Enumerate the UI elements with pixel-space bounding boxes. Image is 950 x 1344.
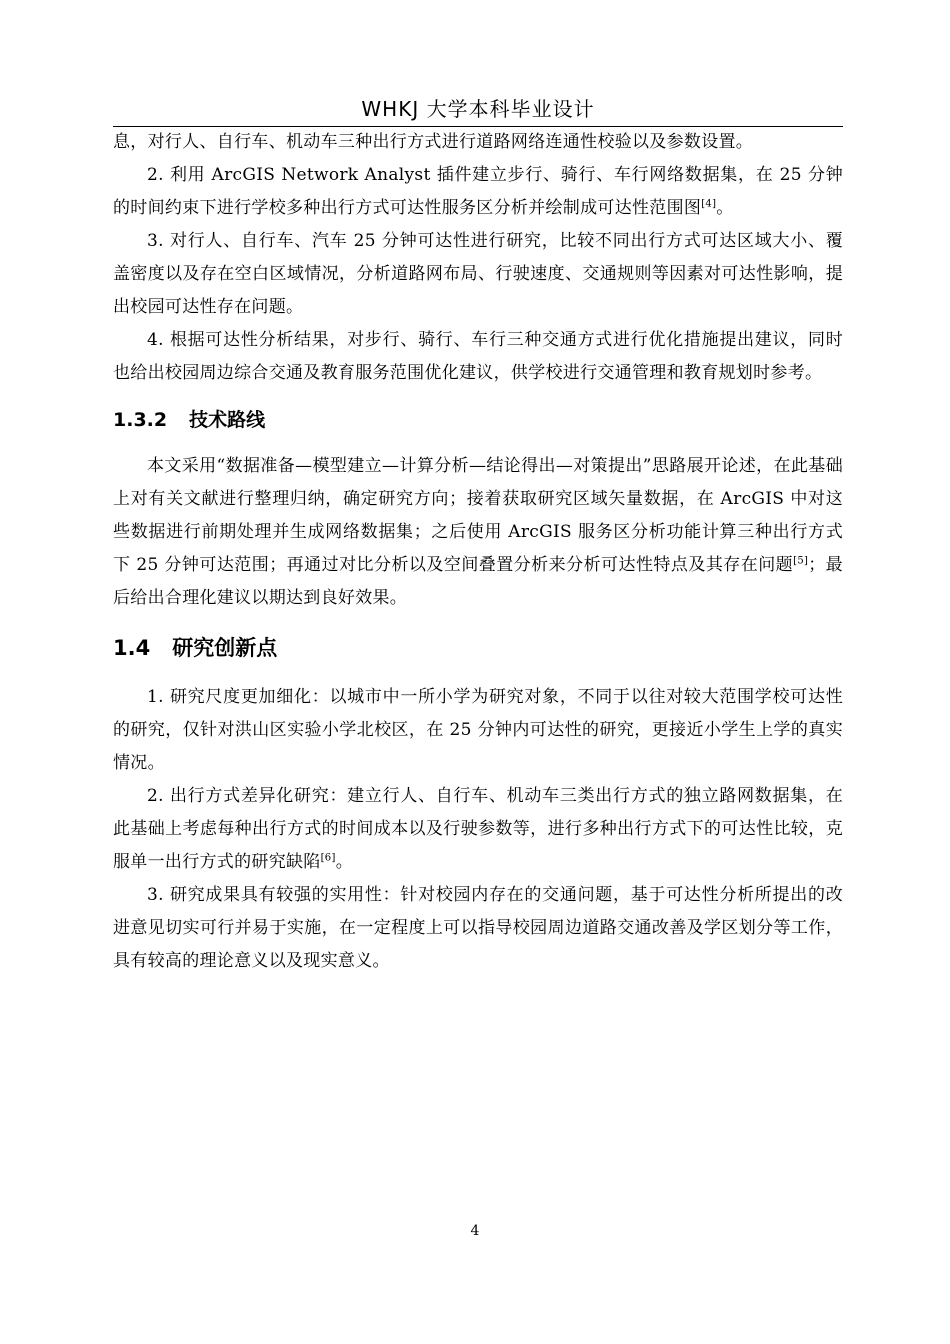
section-number: 1.4 — [113, 636, 151, 660]
innovation-item-2 — [113, 780, 843, 879]
paragraph-tail: 。 — [335, 852, 353, 872]
page-number: 4 — [470, 1223, 480, 1239]
paragraph-text: 4. 根据可达性分析结果，对步行、骑行、车行三种交通方式进行优化措施提出建议，同时也给出校园周边综合交通及教育服务范围优化建议，供学校进行交通管理和教育规划时参考。 — [113, 330, 843, 383]
section-heading-1-4 — [113, 615, 843, 681]
citation-ref: [6] — [320, 852, 336, 864]
citation-ref: [4] — [701, 198, 717, 210]
paragraph-tail: ；最后给出合理化建议以期达到良好效果。 — [113, 555, 843, 608]
page-content — [113, 126, 843, 982]
list-item-2 — [113, 159, 843, 225]
section-number: 1.3.2 — [113, 409, 168, 431]
paragraph-text: 2. 利用 ArcGIS Network Analyst 插件建立步行、骑行、车行网络数据集，在 25 分钟的时间约束下进行学校多种出行方式可达性服务区分析并绘制成可达性范围图 — [113, 165, 843, 218]
section-title: 技术路线 — [189, 409, 266, 431]
list-item-4 — [113, 324, 843, 390]
running-header: WHKJ 大学本科毕业设计 — [113, 96, 843, 127]
paragraph-text: 3. 研究成果具有较强的实用性：针对校园内存在的交通问题，基于可达性分析所提出的改进意见切实可行并易于实施，在一定程度上可以指导校园周边道路交通改善及学区划分等工作，具有较高的理论意义以及现实意义。 — [113, 885, 843, 971]
citation-ref: [5] — [793, 555, 809, 567]
paragraph-text: 3. 对行人、自行车、汽车 25 分钟可达性进行研究，比较不同出行方式可达区域大小、覆盖密度以及存在空白区域情况，分析道路网布局、行驶速度、交通规则等因素对可达性影响，提出校园可达性存在问题。 — [113, 231, 843, 317]
list-item-3 — [113, 225, 843, 324]
section-body-paragraph — [113, 450, 843, 615]
paragraph-text: 息，对行人、自行车、机动车三种出行方式进行道路网络连通性校验以及参数设置。 — [113, 132, 754, 152]
paragraph-continuation — [113, 126, 843, 159]
innovation-item-1 — [113, 681, 843, 780]
paragraph-text: 1. 研究尺度更加细化：以城市中一所小学为研究对象，不同于以往对较大范围学校可达性的研究，仅针对洪山区实验小学北校区，在 25 分钟内可达性的研究，更接近小学生上学的真实情况。 — [113, 687, 843, 773]
section-heading-1-3-2 — [113, 390, 843, 450]
innovation-item-3 — [113, 879, 843, 978]
paragraph-text: 本文采用“数据准备—模型建立—计算分析—结论得出—对策提出”思路展开论述，在此基础上对有关文献进行整理归纳，确定研究方向；接着获取研究区域矢量数据，在 ArcGIS 中对这些数据进行前期处理并生成网络数据集；之后使用 ArcGIS 服务区分析功能计算三种出行方式下 25 分钟可达范围；再通过对比分析以及空间叠置分析来分析可达性特点及其存在问题 — [113, 456, 843, 575]
paragraph-text: 2. 出行方式差异化研究：建立行人、自行车、机动车三类出行方式的独立路网数据集，在此基础上考虑每种出行方式的时间成本以及行驶参数等，进行多种出行方式下的可达性比较，克服单一出行方式的研究缺陷 — [113, 786, 843, 872]
section-title: 研究创新点 — [172, 636, 278, 660]
paragraph-tail: 。 — [716, 198, 734, 218]
